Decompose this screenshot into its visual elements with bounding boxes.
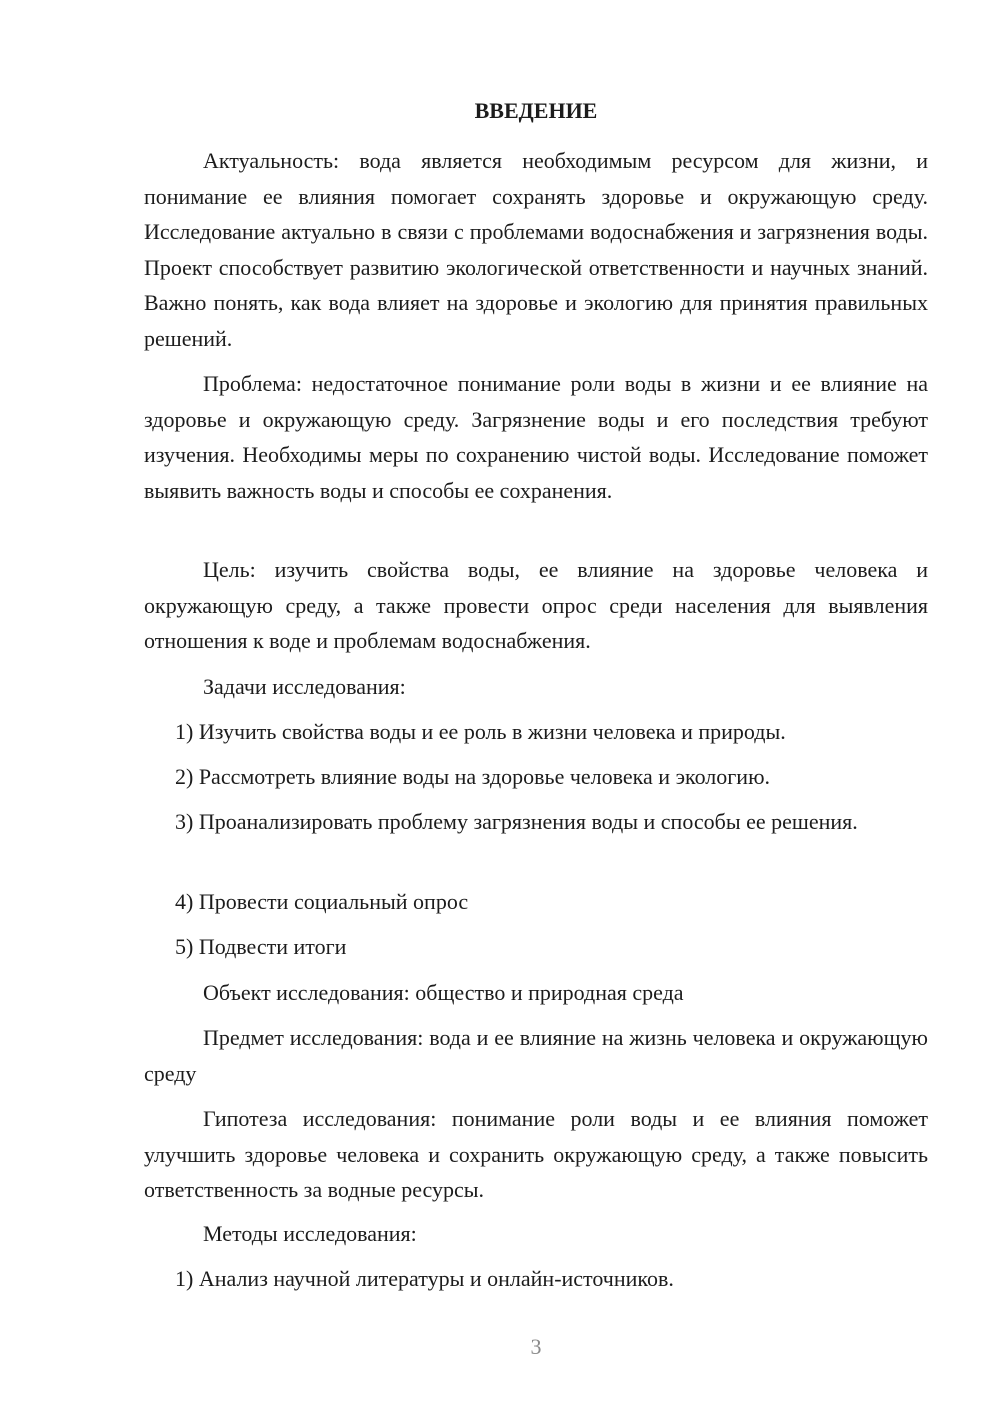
task-item-3: 3) Проанализировать проблему загрязнения воды и способы ее решения. xyxy=(175,809,858,834)
research-subject: Предмет исследования: вода и ее влияние на жизнь человека и окружающую среду xyxy=(144,1025,928,1086)
section-heading: ВВЕДЕНИЕ xyxy=(474,98,598,123)
paragraph-goal: Цель: изучить свойства воды, ее влияние на здоровье человека и окружающую среду, а также провести опрос среди населения для выявления отношения к воде и проблемам водоснабжения. xyxy=(144,557,928,653)
task-item-1: 1) Изучить свойства воды и ее роль в жизни человека и природы. xyxy=(175,719,786,744)
paragraph-relevance: Актуальность: вода является необходимым ресурсом для жизни, и понимание ее влияния помогает сохранять здоровье и окружающую среду. Исследование актуально в связи с проблемами водоснабжения и загрязнения воды. Проект способствует развитию экологической ответственности и научных знаний. Важно понять, как вода влияет на здоровье и экологию для принятия правильных решений. xyxy=(144,148,928,351)
method-item-1: 1) Анализ научной литературы и онлайн-источников. xyxy=(175,1266,674,1291)
research-hypothesis: Гипотеза исследования: понимание роли воды и ее влияния поможет улучшить здоровье человека и сохранить окружающую среду, а также повысить ответственность за водные ресурсы. xyxy=(144,1106,928,1202)
task-item-4: 4) Провести социальный опрос xyxy=(175,889,469,914)
task-item-5: 5) Подвести итоги xyxy=(175,934,347,959)
research-object: Объект исследования: общество и природная среда xyxy=(203,980,684,1005)
tasks-heading: Задачи исследования: xyxy=(203,674,406,699)
task-item-2: 2) Рассмотреть влияние воды на здоровье человека и экологию. xyxy=(175,764,771,789)
paragraph-problem: Проблема: недостаточное понимание роли воды в жизни и ее влияние на здоровье и окружающую среду. Загрязнение воды и его последствия требуют изучения. Необходимы меры по сохранению чистой воды. Исследование поможет выявить важность воды и способы ее сохранения. xyxy=(144,371,928,503)
page-number: 3 xyxy=(530,1334,542,1359)
methods-heading: Методы исследования: xyxy=(203,1221,417,1246)
